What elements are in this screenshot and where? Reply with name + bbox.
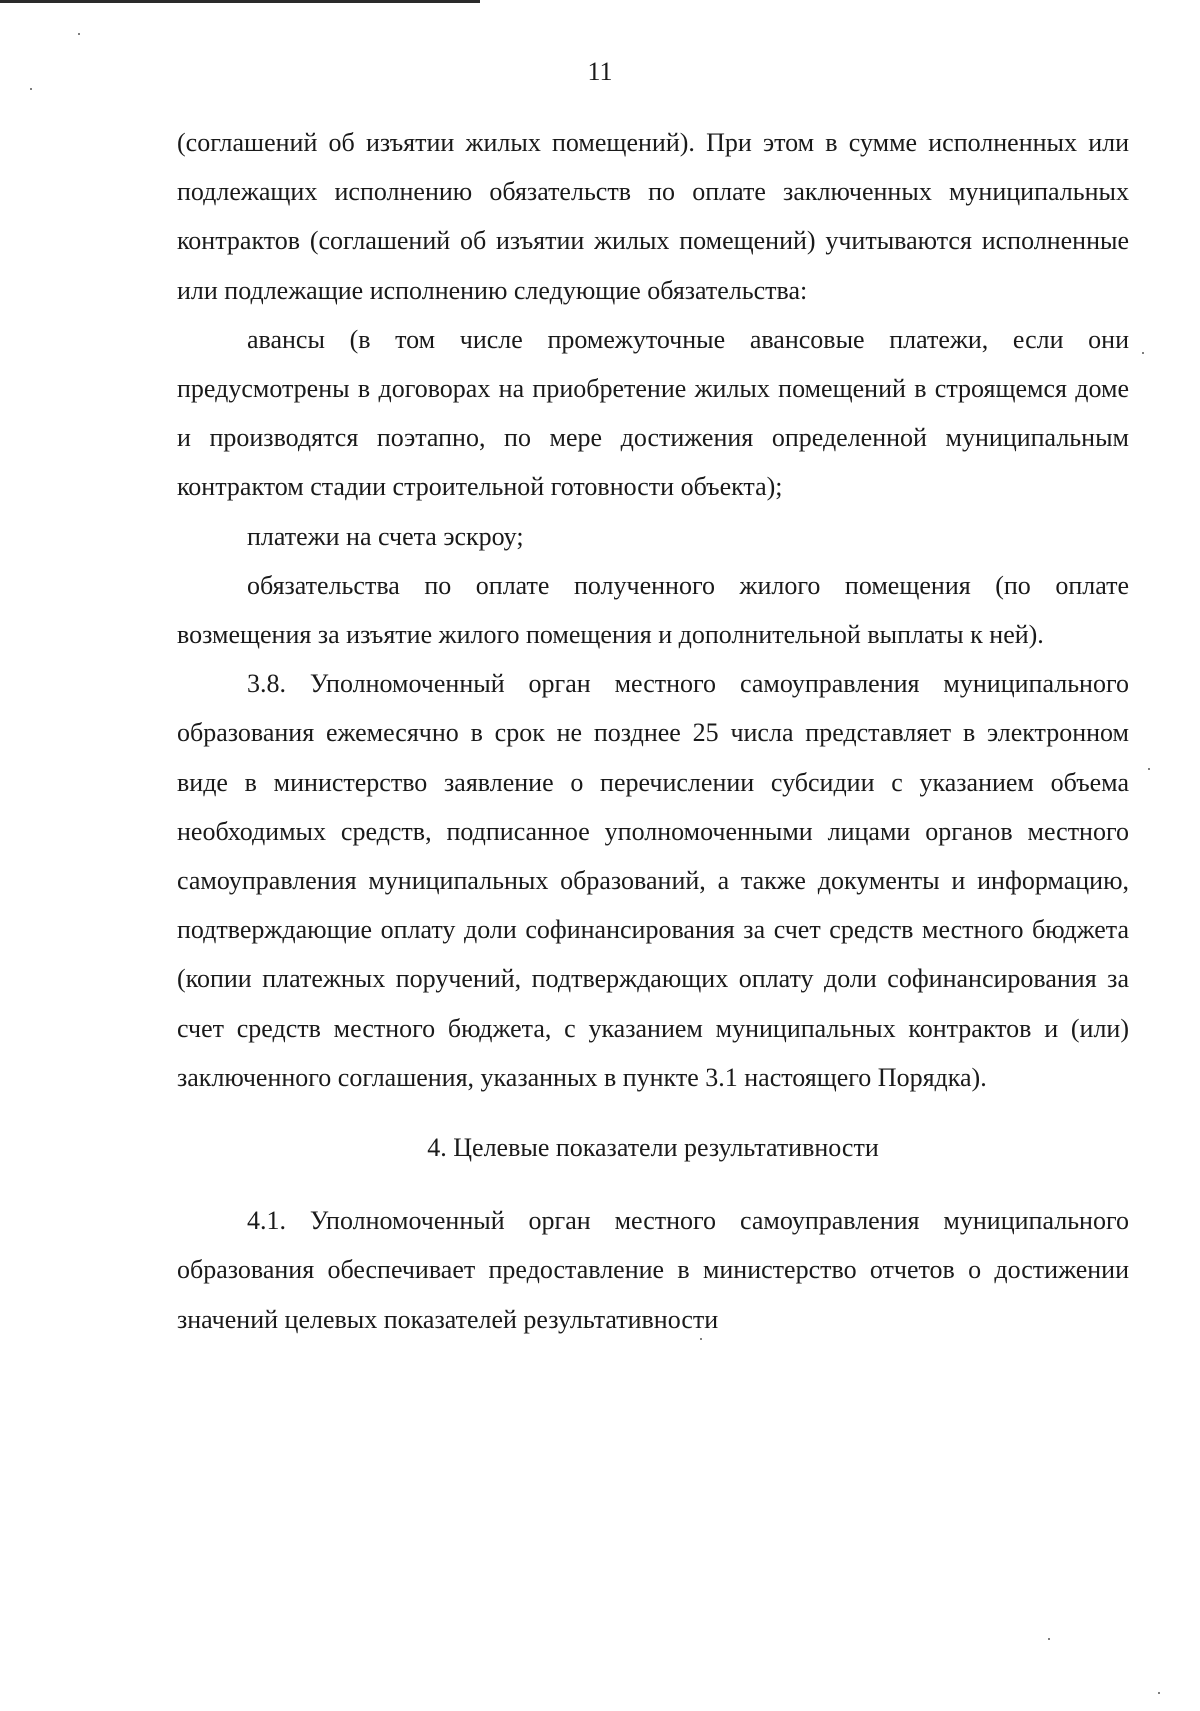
paragraph-obligations: обязательства по оплате полученного жилого помещения (по оплате возмещения за изъятие жилого помещения и дополнительной выплаты к ней). xyxy=(177,570,1129,650)
scan-speck xyxy=(1158,1692,1160,1694)
scan-speck xyxy=(1148,768,1150,770)
paragraph-escrow: платежи на счета эскроу; xyxy=(247,521,524,551)
scan-speck xyxy=(1142,352,1144,354)
paragraph-clause-4-1: 4.1. Уполномоченный орган местного самоуправления муниципального образования обеспечивает предоставление в министерство отчетов о достижении значений целевых показателей результативности xyxy=(177,1206,1129,1334)
scan-speck xyxy=(30,88,32,90)
document-body xyxy=(177,118,1129,1344)
paragraph-continuation: (соглашений об изъятии жилых помещений). При этом в сумме исполненных или подлежащих исполнению обязательств по оплате заключенных муниципальных контрактов (соглашений об изъятии жилых помещений) учитываются исполненные или подлежащие исполнению следующие обязательства: xyxy=(177,128,1129,305)
scan-speck xyxy=(78,33,80,35)
scan-edge-line xyxy=(0,0,480,3)
section-heading: 4. Целевые показатели результативности xyxy=(427,1133,879,1163)
paragraph-clause-3-8: 3.8. Уполномоченный орган местного самоуправления муниципального образования ежемесячно в срок не позднее 25 числа представляет в электронном виде в министерство заявление о перечислении субсидии с указанием объема необходимых средств, подписанное уполномоченными лицами органов местного самоуправления муниципальных образований, а также документы и информацию, подтверждающие оплату доли софинансирования за счет средств местного бюджета (копии платежных поручений, подтверждающих оплату доли софинансирования за счет средств местного бюджета, с указанием муниципальных контрактов и (или) заключенного соглашения, указанных в пункте 3.1 настоящего Порядка). xyxy=(177,669,1129,1092)
scan-speck xyxy=(1048,1638,1050,1640)
page-number: 11 xyxy=(587,57,613,86)
scan-speck xyxy=(700,1338,702,1340)
paragraph-advances: авансы (в том числе промежуточные авансовые платежи, если они предусмотрены в договорах на приобретение жилых помещений в строящемся доме и производятся поэтапно, по мере достижения определенной муниципальным контрактом стадии строительной готовности объекта); xyxy=(177,324,1129,502)
